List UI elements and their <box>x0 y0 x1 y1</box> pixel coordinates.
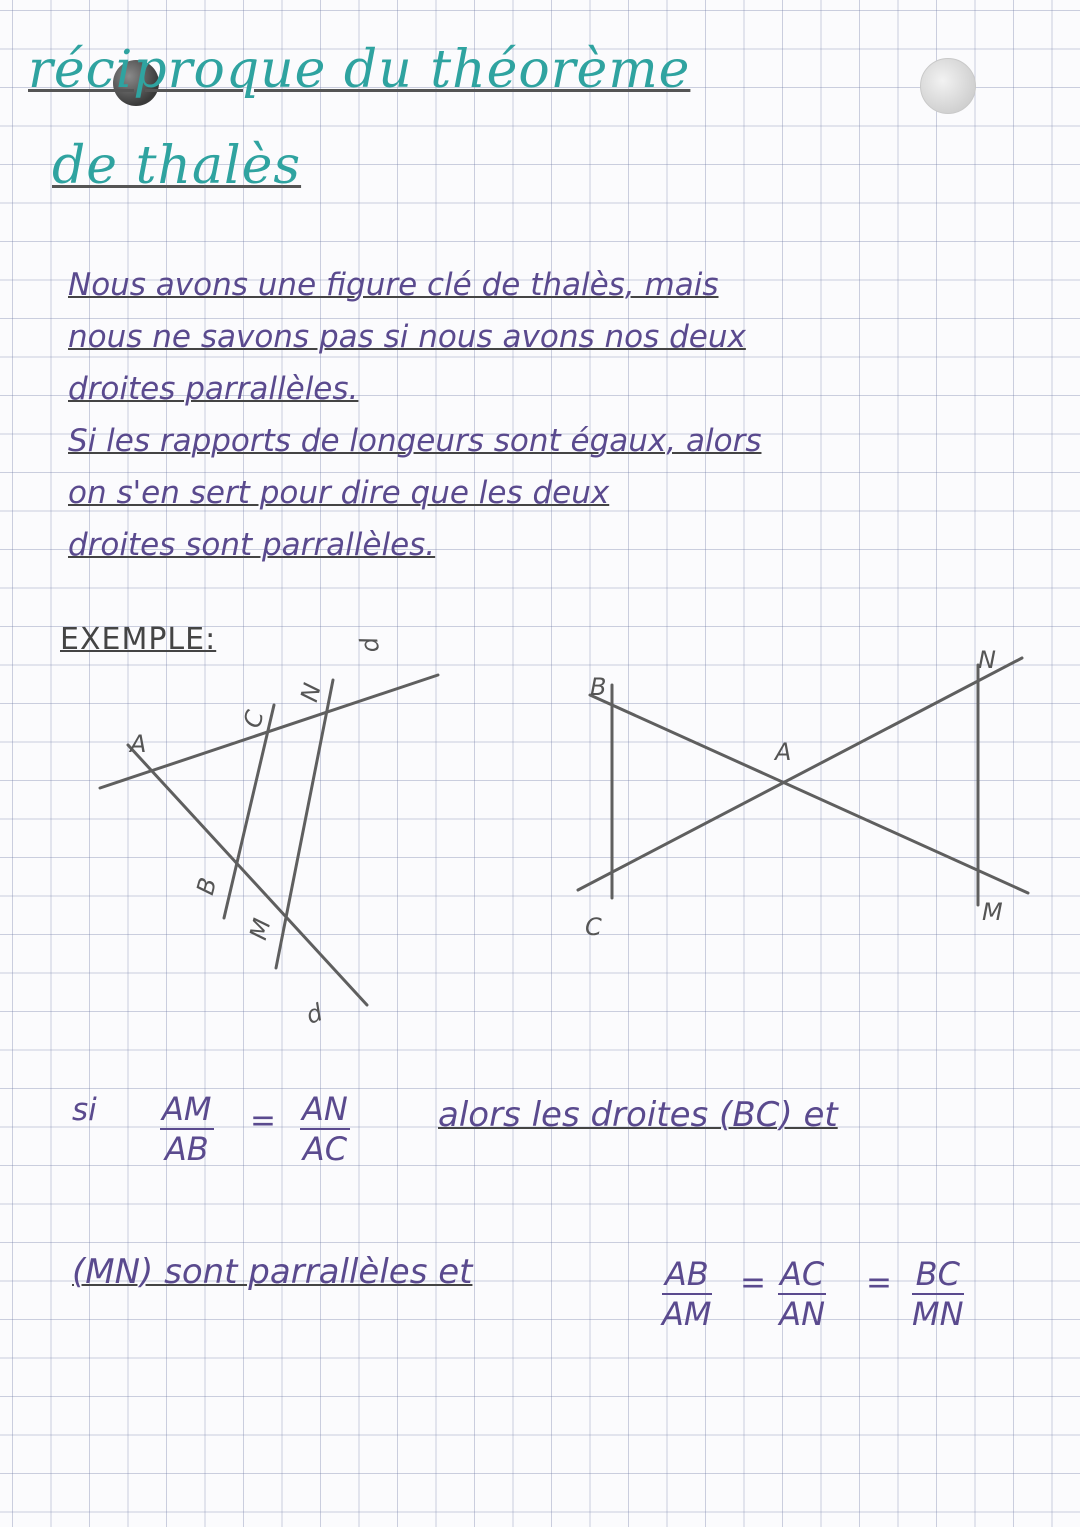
right-label-C: C <box>585 913 602 941</box>
right-label-N: N <box>978 646 996 674</box>
fraction-denominator: AM <box>662 1295 712 1333</box>
paragraph-line-4: Si les rapports de longeurs sont égaux, alors <box>68 423 762 459</box>
conclusion-text-2: (MN) sont parrallèles et <box>72 1252 473 1292</box>
binder-hole-right <box>920 58 976 114</box>
left-label-M: M <box>244 915 277 943</box>
paragraph-line-1: Nous avons une figure clé de thalès, mais <box>68 267 719 303</box>
right-line-CN <box>578 658 1022 890</box>
fraction-AN-over-AC <box>300 1090 350 1168</box>
left-line-d2 <box>128 745 367 1005</box>
paragraph-line-2: nous ne savons pas si nous avons nos deux <box>68 319 746 355</box>
fraction-BC-over-MN <box>912 1255 964 1333</box>
right-label-B: B <box>590 673 607 701</box>
left-label-C: C <box>238 707 270 731</box>
left-label-N: N <box>295 680 327 705</box>
right-label-M: M <box>982 898 1003 926</box>
fraction-denominator: AB <box>164 1130 209 1168</box>
paragraph-line-3: droites parrallèles. <box>68 371 359 407</box>
paragraph-line-5: on s'en sert pour dire que les deux <box>68 475 610 511</box>
fraction-numerator: AM <box>162 1090 212 1128</box>
left-label-d1: d <box>354 635 386 655</box>
equals-sign-3: = <box>866 1265 892 1301</box>
conclusion-si: si <box>72 1092 97 1128</box>
example-label: EXEMPLE: <box>60 622 217 657</box>
fraction-denominator: AC <box>302 1130 348 1168</box>
conclusion-text-1: alors les droites (BC) et <box>438 1095 838 1135</box>
right-label-A: A <box>775 738 792 766</box>
fraction-numerator: AB <box>662 1255 712 1295</box>
left-line-d1 <box>100 675 438 788</box>
fraction-denominator: MN <box>912 1295 964 1333</box>
right-line-BM <box>590 695 1028 893</box>
page-title-line2: de thalès <box>52 136 302 196</box>
left-label-B: B <box>191 874 223 898</box>
equals-sign-2: = <box>740 1265 766 1301</box>
fraction-AB-over-AM <box>662 1255 712 1333</box>
fraction-denominator: AN <box>779 1295 826 1333</box>
fraction-AM-over-AB <box>160 1090 214 1168</box>
left-line-CN <box>276 680 333 968</box>
paragraph-line-6: droites sont parrallèles. <box>68 527 436 563</box>
page-title-line1: réciproque du théorème <box>28 40 691 100</box>
equals-sign-1: = <box>250 1103 276 1139</box>
left-line-BM <box>224 705 274 918</box>
fraction-numerator: BC <box>912 1255 964 1295</box>
fraction-numerator: AN <box>302 1090 348 1128</box>
left-label-d2: d <box>302 998 327 1030</box>
fraction-AC-over-AN <box>778 1255 826 1333</box>
left-label-A: A <box>130 730 147 758</box>
fraction-numerator: AC <box>780 1255 825 1293</box>
